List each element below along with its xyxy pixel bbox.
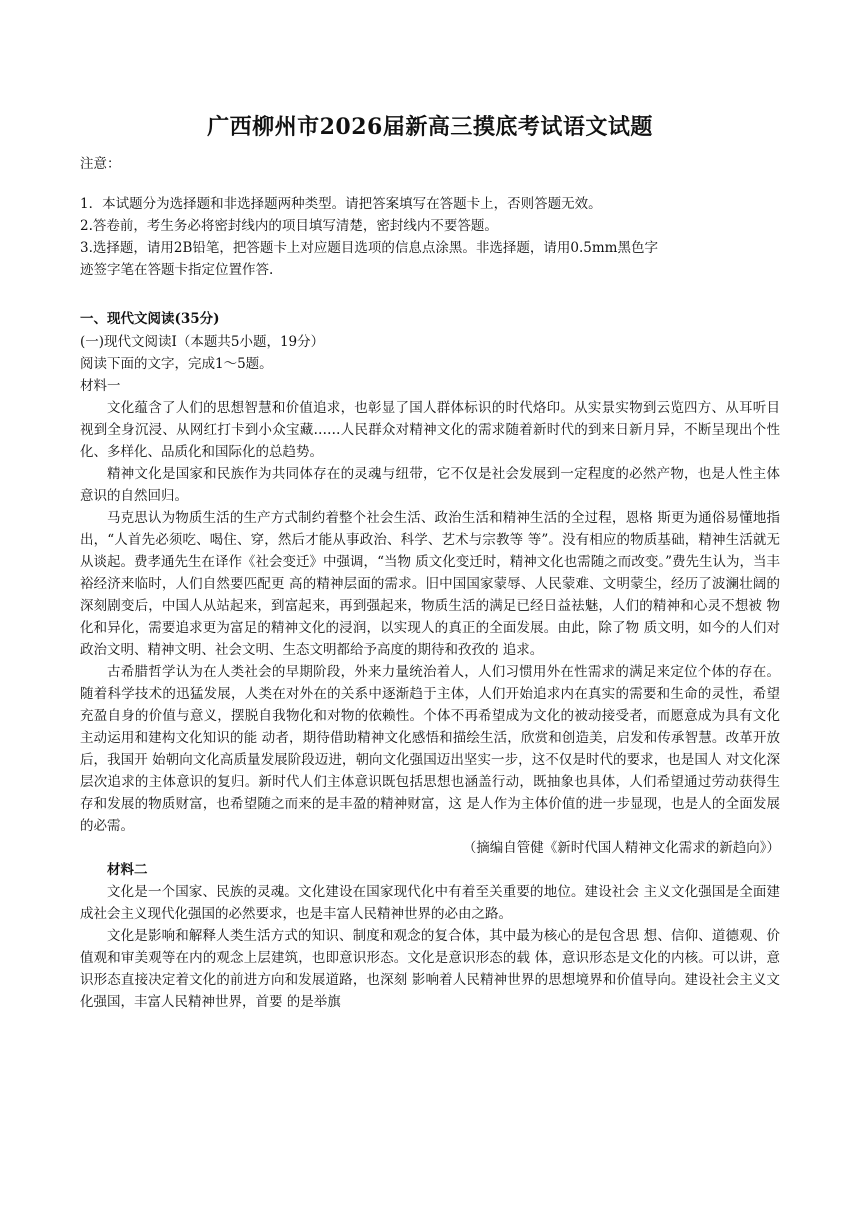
material2-label: 材料二 xyxy=(107,862,148,878)
page-title: 广西柳州市2026届新高三摸底考试语文试题 xyxy=(207,114,653,140)
paragraph: 文化是一个国家、民族的灵魂。文化建设在国家现代化中有着至关重要的地位。建设社会 主义文化强国是全面建成社会主义现代化强国的必然要求，也是丰富人民精神世界的必由之路。 xyxy=(80,884,780,922)
reading-body xyxy=(80,397,780,1013)
section-intro xyxy=(80,331,780,397)
paragraph: 古希腊哲学认为在人类社会的早期阶段，外来力量统治着人，人们习惯用外在性需求的满足来定位个体的存在。随着科学技术的迅猛发展，人类在对外在的关系中逐渐趋于主体，人们开始追求内在真实的需要和生命的灵性，希望充盈自身的价值与意义，摆脱自我物化和对物的依赖性。个体不再希望成为文化的被动接受者，而愿意成为具有文化主动运用和建构文化知识的能 动者，期待借助精神文化感悟和描绘生活，欣赏和创造美，启发和传承智慧。改革开放后，我国开 始朝向文化高质量发展阶段迈进，朝向文化强国迈出坚实一步，这不仅是时代的要求，也是国人 对文化深层次追求的主体意识的复归。新时代人们主体意识既包括思想也涵盖行动，既抽象也具体，人们希望通过劳动获得生存和发展的物质财富，也希望随之而来的是丰盈的精神财富，这 是人作为主体价值的进一步显现，也是人的全面发展的必需。 xyxy=(80,664,780,834)
source-citation: （摘编自管健《新时代国人精神文化需求的新趋向》） xyxy=(462,840,780,856)
notice-item: 2.答卷前，考生务必将密封线内的项目填写清楚，密封线内不要答题。 xyxy=(80,218,498,234)
notice-item: 迹签字笔在答题卡指定位置作答. xyxy=(80,262,274,278)
paragraph: 文化是影响和解释人类生活方式的知识、制度和观念的复合体，其中最为核心的是包含思 想、信仰、道德观、价值观和审美观等在内的观念上层建筑，也即意识形态。文化是意识形态的载 体，意识形态是文化的内核。可以讲，意识形态直接决定着文化的前进方向和发展道路，也深刻 影响着人民精神世界的思想境界和价值导向。建设社会主义文化强国，丰富人民精神世界，首要 的是举旗 xyxy=(80,928,780,1010)
section-heading: 一、现代文阅读(35分) xyxy=(80,311,220,327)
notice-item: 1．本试题分为选择题和非选择题两种类型。请把答案填写在答题卡上，否则答题无效。 xyxy=(80,196,602,212)
paragraph: 马克思认为物质生活的生产方式制约着整个社会生活、政治生活和精神生活的全过程，恩格 斯更为通俗易懂地指出，“人首先必须吃、喝住、穿，然后才能从事政治、科学、艺术与宗教等 等”。没有相应的物质基础，精神生活就无从谈起。费孝通先生在译作《社会变迁》中强调，“当物 质文化变迁时，精神文化也需随之而改变。”费先生认为，当丰裕经济来临时，人们自然要匹配更 高的精神层面的需求。旧中国国家蒙辱、人民蒙难、文明蒙尘，经历了波澜壮阔的深刻剧变后，中国人从站起来，到富起来，再到强起来，物质生活的满足已经日益祛魅，人们的精神和心灵不想被 物化和异化，需要追求更为富足的精神文化的浸润，以实现人的真正的全面发展。由此，除了物 质文明，如今的人们对政治文明、精神文明、社会文明、生态文明都给予高度的期待和孜孜的 追求。 xyxy=(80,510,780,658)
instruction: 阅读下面的文字，完成1～5题。 xyxy=(80,356,273,372)
material1-label: 材料一 xyxy=(80,378,121,394)
notice-label: 注意： xyxy=(80,156,121,172)
notice-item: 3.选择题，请用2B铅笔，把答题卡上对应题目选项的信息点涂黑。非选择题，请用0.5mm黑色字 xyxy=(80,240,658,256)
sub-heading: (一)现代文阅读I（本题共5小题，19分） xyxy=(80,334,325,350)
paragraph: 文化蕴含了人们的思想智慧和价值追求，也彰显了国人群体标识的时代烙印。从实景实物到云览四方、从耳听目视到全身沉浸、从网红打卡到小众宝藏……人民群众对精神文化的需求随着新时代的到来日新月异，不断呈现出个性化、多样化、品质化和国际化的总趋势。 xyxy=(80,400,780,460)
paragraph: 精神文化是国家和民族作为共同体存在的灵魂与纽带，它不仅是社会发展到一定程度的必然产物，也是人性主体意识的自然回归。 xyxy=(80,466,780,504)
notice-list xyxy=(80,193,780,281)
